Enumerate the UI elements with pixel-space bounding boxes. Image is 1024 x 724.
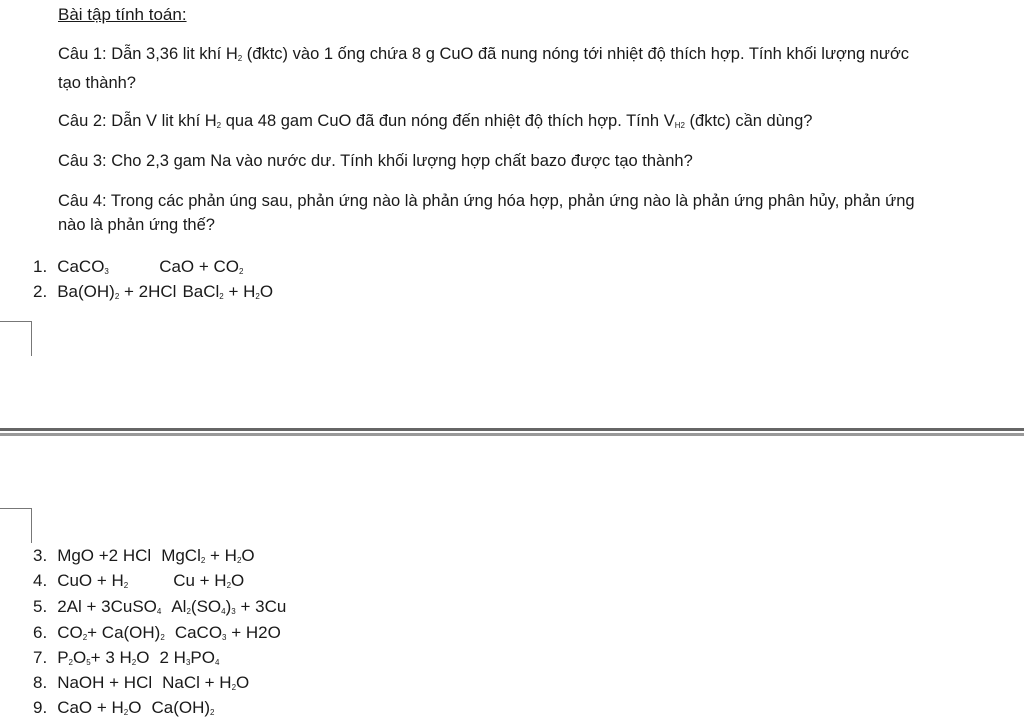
reaction-2: 2. $Ba(OH)_2 + 2HCl$ BaCl$_2$ + $H_2O$: [33, 282, 274, 301]
reaction-8: 8. NaOH + HCl NaCl + $H_2O$: [33, 673, 250, 692]
reaction-7: 7. $P_2O_5+ 3$ $H_2O$ 2 $H_3PO_4$: [33, 648, 220, 667]
question-2: Câu 2: Dẫn V lit khí $H_2$ qua 48 gam CuO đã đun nóng đến nhiệt độ thích hợp. Tính $V_{H2}$ (đktc) cần dùng?: [58, 112, 813, 130]
placeholder-box-top: [0, 321, 32, 356]
reaction-1: 1. CaCO$_3$ CaO + $CO_2$: [33, 257, 244, 276]
page-break-rule: [0, 428, 1024, 431]
reaction-6: 6. $CO_2+ Ca(OH)_2$ CaCO$_3$ + H2O: [33, 623, 281, 642]
question-3: Câu 3: Cho 2,3 gam Na vào nước dư. Tính khối lượng hợp chất bazo được tạo thành?: [58, 152, 693, 170]
placeholder-box-bottom: [0, 508, 32, 543]
reaction-4: 4. CuO + $H_2$ $Cu + H_2O$: [33, 571, 245, 590]
question-4-line-2: nào là phản ứng thế?: [58, 216, 215, 234]
reaction-9: 9. CaO + $H_2O$ $Ca(OH)_2$: [33, 698, 215, 717]
reaction-5: 5. 2Al + 3CuSO$_4$ $Al_2(SO_4)_3 + 3Cu$: [33, 597, 287, 616]
reaction-3: 3. MgO +2 HCl MgCl$_2$ + $H_2O$: [33, 546, 255, 565]
question-1: [58, 42, 909, 95]
question-4-line-1: Câu 4: Trong các phản úng sau, phản ứng nào là phản ứng hóa hợp, phản ứng nào là phản ứng phân hủy, phản ứng: [58, 192, 915, 210]
question-1-line-1: Câu 1: Dẫn 3,36 lit khí $H_2$ (đktc) vào 1 ống chứa 8 g CuO đã nung nóng tới nhiệt độ thích hợp. Tính khối lượng nước: [58, 45, 910, 63]
question-1-line-2: tạo thành?: [58, 74, 136, 92]
section-heading: Bài tập tính toán:: [58, 5, 187, 24]
question-4: [58, 189, 915, 237]
